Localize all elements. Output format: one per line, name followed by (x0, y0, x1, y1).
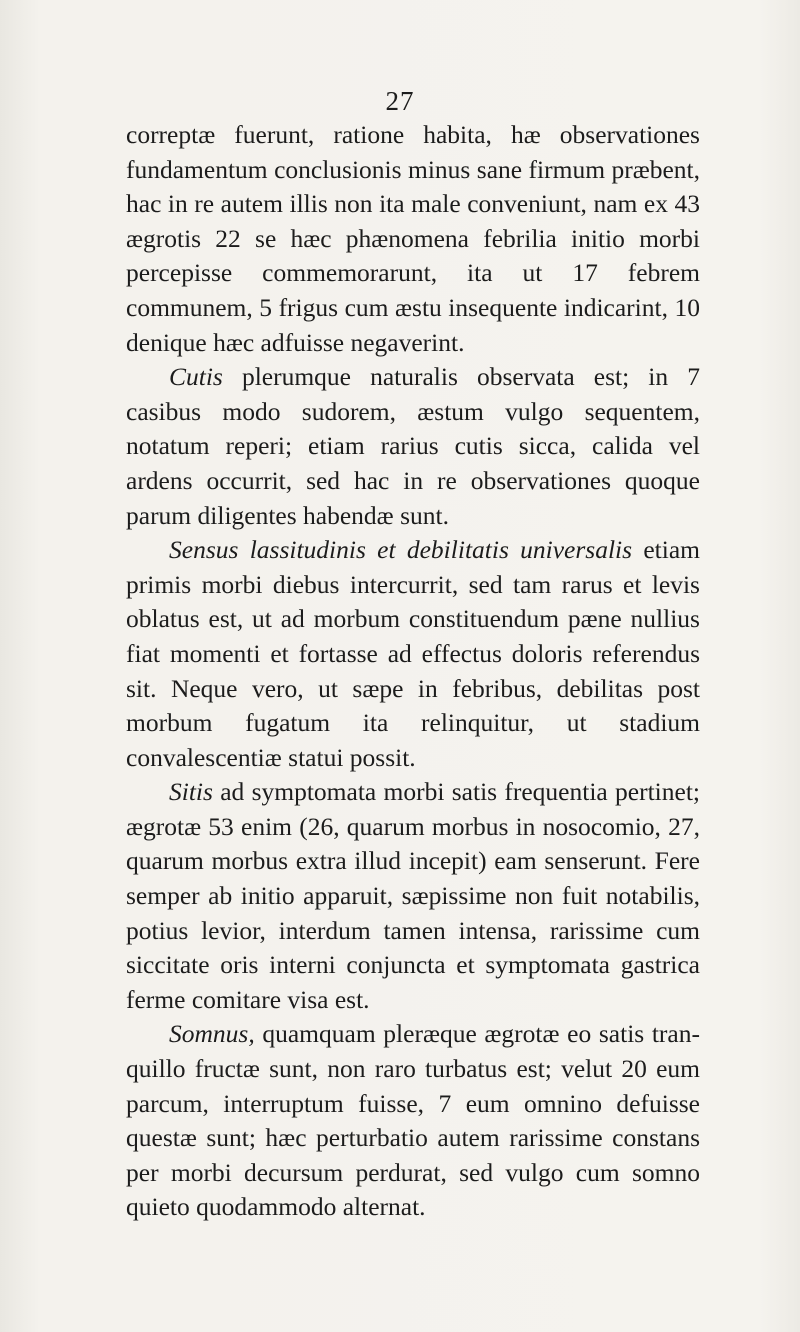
paragraph-sitis (126, 775, 700, 1017)
paragraph-text: plerumque naturalis observata est; in 7 casibus modo sudorem, æstum vulgo sequentem, notatum reperi; etiam rarius cutis sicca, calida vel ardens occurrit, sed hac in re observationes quoque parum diligentes habendæ sunt. (126, 362, 700, 530)
paragraph-somnus (126, 1017, 700, 1225)
paragraph-lead: Sensus lassitudinis et debilitatis universalis (169, 535, 633, 565)
paragraph-lead: Somnus, (169, 1019, 255, 1049)
paragraph-lead: Sitis (169, 777, 213, 807)
paragraph-sensus (126, 533, 700, 775)
page-number: 27 (385, 86, 415, 116)
paragraph-text: correptæ fuerunt, ratione habita, hæ observationes fundamentum conclusionis minus sane firmum præbent, hac in re autem illis non ita male conveniunt, nam ex 43 ægrotis 22 se hæc phænomena febrilia initio morbi percepisse commemorarunt, ita ut 17 febrem communem, 5 frigus cum æstu insequente indicarint, 10 denique hæc adfuisse negaverint. (126, 120, 700, 357)
paragraph-text: quamquam pleræque ægrotæ eo satis tranquillo fructæ sunt, non raro turbatus est; velut 20 eum parcum, interruptum fuisse, 7 eum omnino defuisse questæ sunt; hæc perturbatio autem rarissime constans per morbi decursum perdurat, sed vulgo cum somno quieto quodammodo alternat. (126, 1019, 700, 1222)
paragraph-text: etiam primis morbi diebus intercurrit, sed tam rarus et levis oblatus est, ut ad morbum constituendum pæne nullius fiat momenti et fortasse ad effectus doloris referendus sit. Neque vero, ut sæpe in febribus, debilitas post morbum fugatum ita relinquitur, ut stadium convalescentiæ statui possit. (126, 535, 700, 772)
paragraph-text: ad symptomata morbi satis frequentia pertinet; ægrotæ 53 enim (26, quarum morbus in nosocomio, 27, quarum morbus extra illud incepit) eam senserunt. Fere semper ab initio apparuit, sæpissime non fuit notabilis, potius levior, interdum tamen intensa, rarissime cum siccitate oris interni conjuncta et symptomata gastrica ferme comitare visa est. (126, 777, 700, 1014)
paragraph-continuation (126, 118, 700, 360)
paragraph-cutis (126, 360, 700, 533)
text-body (126, 118, 700, 1225)
paragraph-lead: Cutis (169, 362, 223, 392)
